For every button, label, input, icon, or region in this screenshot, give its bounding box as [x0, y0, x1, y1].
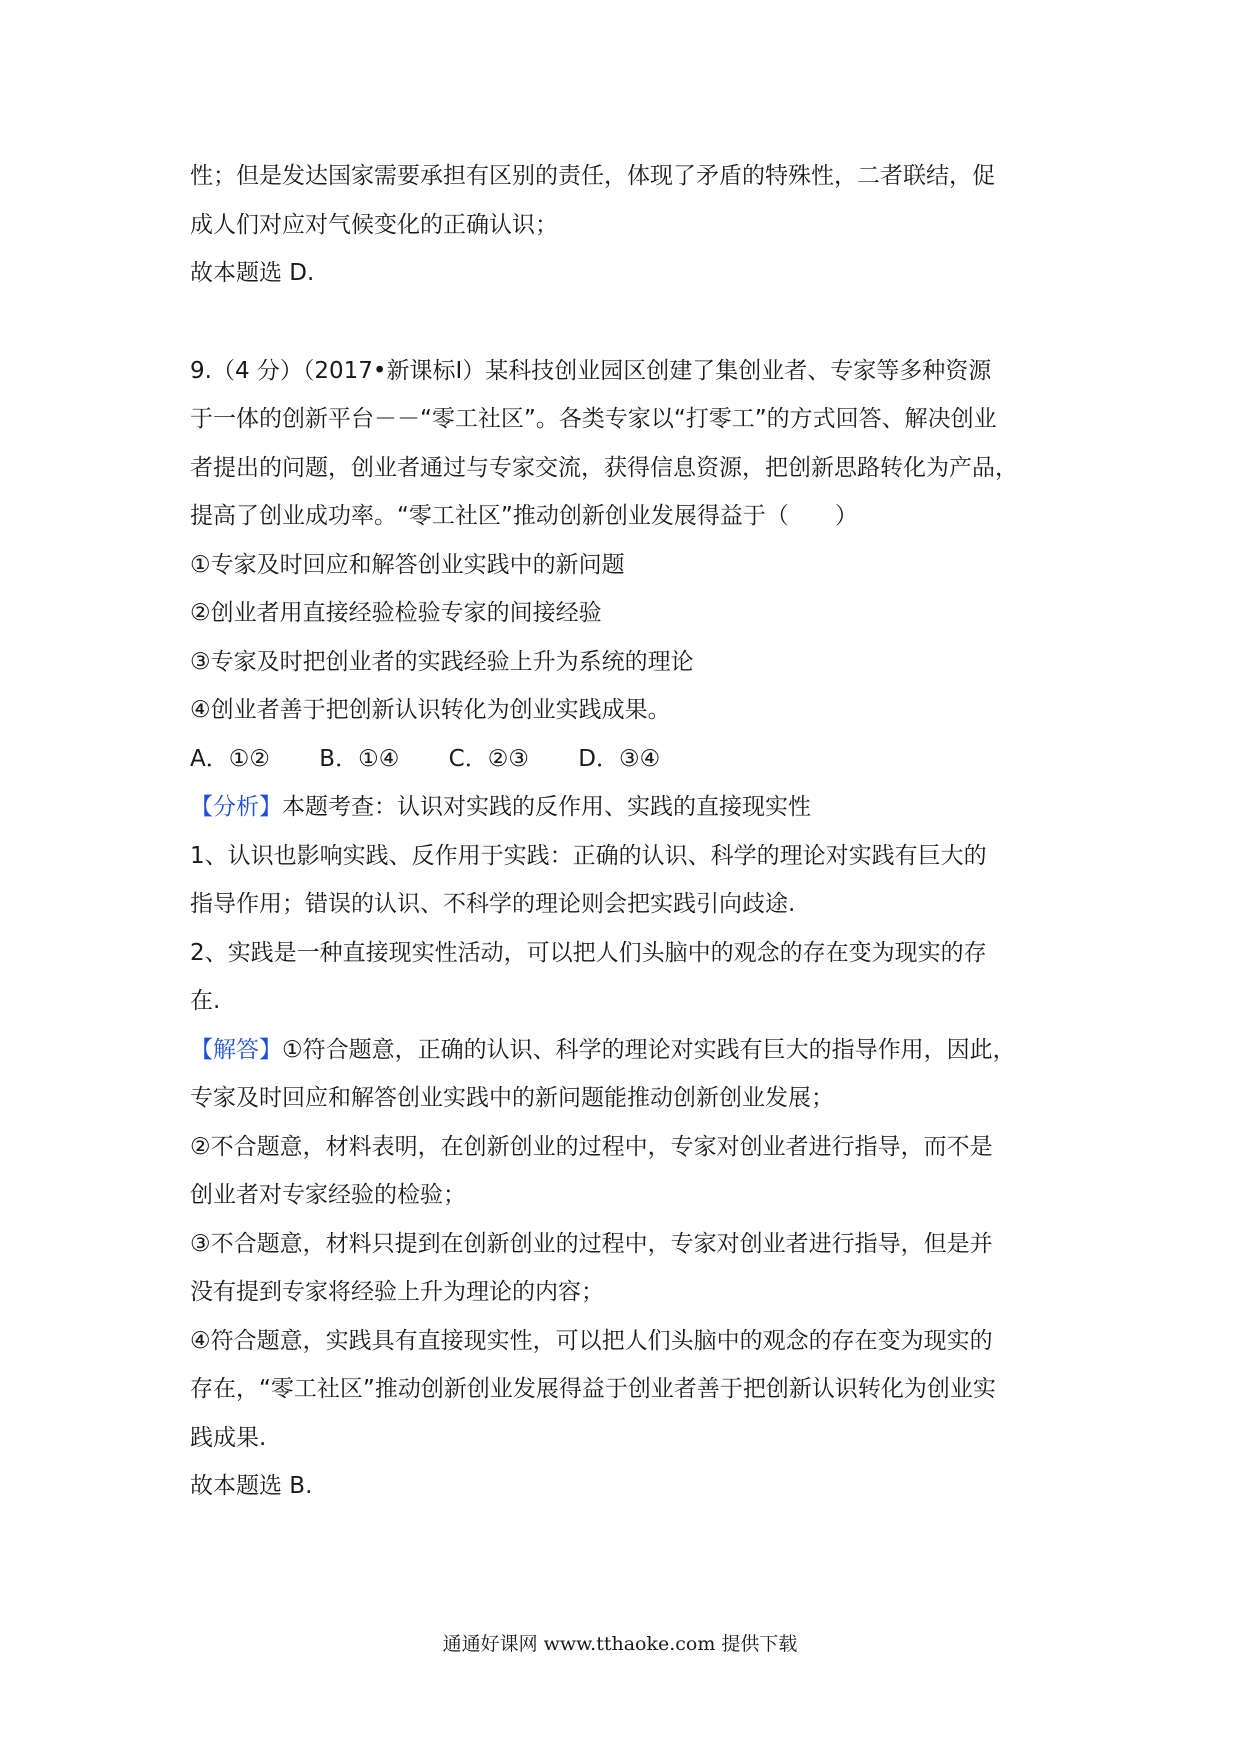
analysis-line: 在.	[190, 988, 221, 1014]
option-c: C．②③	[448, 745, 529, 772]
page-footer: 通通好课网 www.tthaoke.com 提供下载	[442, 1633, 798, 1655]
solution-line: ②不合题意，材料表明，在创新创业的过程中，专家对创业者进行指导，而不是	[190, 1133, 993, 1160]
document-body	[190, 152, 1060, 1511]
solution-line: 没有提到专家将经验上升为理论的内容；	[190, 1279, 604, 1305]
question-stem-line: 9.（4 分）（2017•新课标Ⅰ）某科技创业园区创建了集创业者、专家等多种资源	[190, 357, 992, 384]
question-9	[190, 347, 1060, 784]
analysis-intro: 本题考查：认识对实践的反作用、实践的直接现实性	[282, 794, 811, 820]
solution-line: 专家及时回应和解答创业实践中的新问题能推动创新创业发展；	[190, 1085, 834, 1111]
solution-heading-line	[190, 1026, 1060, 1075]
analysis-line: 指导作用；错误的认识、不科学的理论则会把实践引向歧途.	[190, 891, 796, 917]
previous-answer	[190, 152, 1060, 298]
solution-line: ④符合题意，实践具有直接现实性，可以把人们头脑中的观念的存在变为现实的	[190, 1327, 993, 1354]
solution-line: 存在，“零工社区”推动创新创业发展得益于创业者善于把创新认识转化为创业实	[190, 1376, 996, 1402]
analysis-tag: 【分析】	[190, 794, 282, 820]
solution-line: 创业者对专家经验的检验；	[190, 1182, 466, 1208]
statement-4: ④创业者善于把创新认识转化为创业实践成果。	[190, 697, 671, 723]
solution-tag: 【解答】	[190, 1036, 282, 1063]
answer-conclusion: 故本题选 D.	[190, 260, 315, 286]
question-stem-line: 提高了创业成功率。“零工社区”推动创新创业发展得益于（ ）	[190, 503, 858, 529]
statement-3: ③专家及时把创业者的实践经验上升为系统的理论	[190, 648, 694, 675]
option-b: B．①④	[319, 745, 400, 772]
option-a: A．①②	[190, 745, 270, 772]
statement-2: ②创业者用直接经验检验专家的间接经验	[190, 600, 602, 626]
solution-section	[190, 1026, 1060, 1511]
solution-conclusion: 故本题选 B.	[190, 1473, 313, 1499]
question-stem-line: 于一体的创新平台－－“零工社区”。各类专家以“打零工”的方式回答、解决创业	[190, 406, 997, 432]
text-line: 性；但是发达国家需要承担有区别的责任，体现了矛盾的特殊性，二者联结，促	[190, 163, 995, 189]
analysis-line: 1、认识也影响实践、反作用于实践：正确的认识、科学的理论对实践有巨大的	[190, 842, 987, 869]
analysis-line: 2、实践是一种直接现实性活动，可以把人们头脑中的观念的存在变为现实的存	[190, 939, 987, 966]
statement-1: ①专家及时回应和解答创业实践中的新问题	[190, 551, 625, 578]
analysis-heading-line	[190, 783, 1060, 832]
answer-options	[190, 735, 1060, 784]
solution-line: ③不合题意，材料只提到在创新创业的过程中，专家对创业者进行指导，但是并	[190, 1230, 993, 1257]
option-d: D．③④	[578, 745, 661, 772]
solution-line: 践成果.	[190, 1424, 267, 1451]
text-line: 成人们对应对气候变化的正确认识；	[190, 211, 558, 238]
question-stem-line: 者提出的问题，创业者通过与专家交流，获得信息资源，把创新思路转化为产品，	[190, 454, 1018, 481]
solution-first: ①符合题意，正确的认识、科学的理论对实践有巨大的指导作用，因此，	[282, 1036, 1016, 1063]
section-gap	[190, 298, 1060, 347]
analysis-section	[190, 783, 1060, 1026]
